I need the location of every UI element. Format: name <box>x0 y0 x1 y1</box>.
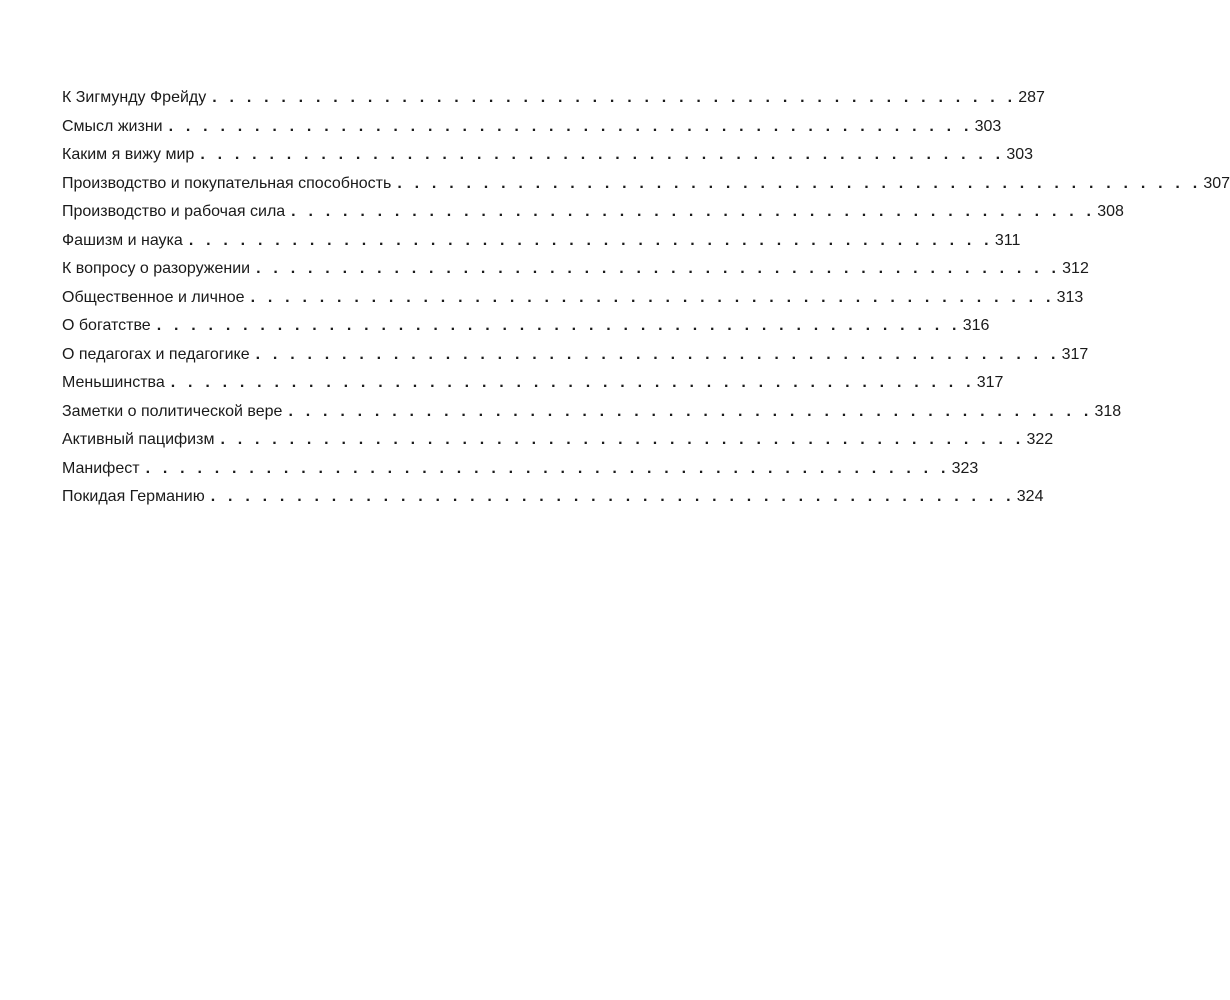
toc-entry-page: 287 <box>1018 89 1045 106</box>
dot-leader: . . . . . . . . . . . . . . . . . . . . . . . . . . . . . . . . . . . . . . . . . . . . . . . <box>156 317 961 334</box>
toc-entry-page: 323 <box>951 459 979 477</box>
toc-entry <box>62 255 1089 284</box>
toc-entry-title: О богатстве <box>62 317 151 334</box>
toc-entry-page: 317 <box>1061 345 1089 363</box>
toc-entry-page: 322 <box>1026 431 1054 448</box>
toc-entry-page: 303 <box>1006 146 1034 163</box>
toc-entry-title: Покидая Германию <box>62 488 205 505</box>
dot-leader: . . . . . . . . . . . . . . . . . . . . . . . . . . . . . . . . . . . . . . . . . . . . . . . <box>256 260 1061 277</box>
toc-entry-page: 318 <box>1094 402 1122 420</box>
toc-entry-title: К Зигмунду Фрейду <box>62 89 207 106</box>
dot-leader: . . . . . . . . . . . . . . . . . . . . . . . . . . . . . . . . . . . . . . . . . . . . . . . <box>255 345 1060 363</box>
toc-entry-title: Каким я вижу мир <box>62 146 195 163</box>
toc-entry-page: 317 <box>976 374 1004 391</box>
dot-leader: . . . . . . . . . . . . . . . . . . . . . . . . . . . . . . . . . . . . . . . . . . . . . . . <box>168 117 973 135</box>
toc-entry-page: 308 <box>1097 203 1124 220</box>
toc-entry <box>62 455 979 484</box>
table-of-contents <box>62 84 1230 512</box>
toc-entry <box>62 198 1124 227</box>
toc-entry-title: Фашизм и наука <box>62 231 183 249</box>
toc-entry <box>62 170 1230 199</box>
dot-leader: . . . . . . . . . . . . . . . . . . . . . . . . . . . . . . . . . . . . . . . . . . . . . . . <box>291 203 1096 220</box>
toc-entry-title: Меньшинства <box>62 374 165 391</box>
dot-leader: . . . . . . . . . . . . . . . . . . . . . . . . . . . . . . . . . . . . . . . . . . . . . . . <box>288 402 1093 420</box>
toc-entry-page: 312 <box>1062 260 1089 277</box>
toc-entry <box>62 426 1054 455</box>
toc-entry-page: 303 <box>974 117 1002 135</box>
toc-entry-title: Смысл жизни <box>62 117 163 135</box>
dot-leader: . . . . . . . . . . . . . . . . . . . . . . . . . . . . . . . . . . . . . . . . . . . . . . . <box>397 174 1202 192</box>
toc-entry <box>62 483 1044 512</box>
toc-entry-page: 324 <box>1016 488 1044 505</box>
toc-entry <box>62 141 1034 170</box>
toc-entry <box>62 284 1084 313</box>
toc-entry <box>62 369 1004 398</box>
toc-entry-page: 316 <box>962 317 990 334</box>
toc-entry <box>62 312 990 341</box>
toc-entry-title: Производство и покупательная способность <box>62 174 392 192</box>
dot-leader: . . . . . . . . . . . . . . . . . . . . . . . . . . . . . . . . . . . . . . . . . . . . . . . <box>212 89 1017 106</box>
dot-leader: . . . . . . . . . . . . . . . . . . . . . . . . . . . . . . . . . . . . . . . . . . . . . . . <box>210 488 1015 505</box>
toc-entry-title: Активный пацифизм <box>62 431 215 448</box>
dot-leader: . . . . . . . . . . . . . . . . . . . . . . . . . . . . . . . . . . . . . . . . . . . . . . . <box>200 146 1005 163</box>
toc-entry-page: 307 <box>1203 174 1230 192</box>
toc-entry-page: 311 <box>994 231 1021 249</box>
toc-entry-title: Манифест <box>62 459 140 477</box>
dot-leader: . . . . . . . . . . . . . . . . . . . . . . . . . . . . . . . . . . . . . . . . . . . . . . . <box>145 459 950 477</box>
toc-entry <box>62 398 1122 427</box>
toc-entry-title: Общественное и личное <box>62 288 245 306</box>
toc-entry-page: 313 <box>1056 288 1084 306</box>
toc-entry <box>62 113 1002 142</box>
toc-entry-title: Заметки о политической вере <box>62 402 283 420</box>
dot-leader: . . . . . . . . . . . . . . . . . . . . . . . . . . . . . . . . . . . . . . . . . . . . . . . <box>250 288 1055 306</box>
toc-entry <box>62 341 1089 370</box>
dot-leader: . . . . . . . . . . . . . . . . . . . . . . . . . . . . . . . . . . . . . . . . . . . . . . . <box>170 374 975 391</box>
toc-entry-title: К вопросу о разоружении <box>62 260 251 277</box>
dot-leader: . . . . . . . . . . . . . . . . . . . . . . . . . . . . . . . . . . . . . . . . . . . . . . . <box>220 431 1025 448</box>
dot-leader: . . . . . . . . . . . . . . . . . . . . . . . . . . . . . . . . . . . . . . . . . . . . . . . <box>188 231 993 249</box>
toc-entry <box>62 84 1045 113</box>
toc-entry-title: О педагогах и педагогике <box>62 345 250 363</box>
toc-entry <box>62 227 1021 256</box>
toc-entry-title: Производство и рабочая сила <box>62 203 286 220</box>
